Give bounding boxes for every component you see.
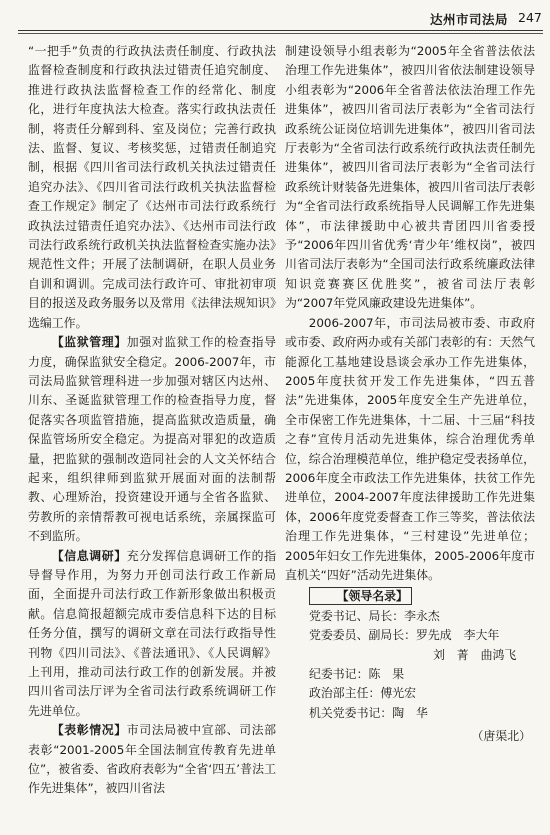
paragraph-awards-continued: 制建设领导小组表彰为“2005年全省普法依法治理工作先进集体”，被四川省依法制建设领导小组表彰为“2006年全省普法依法治理工作先进集体”，被四川省司法厅表彰为“全省司法行政系统公证岗位培训先进集体”，被四川省司法厅表彰为“全省司法行政系统行政执法责任制先进集体”，被四川省司法厅表彰为“全省司法行政系统计财装备先进集体，被四川省司法厅表彰为“全省司法行政系统指导人民调解工作先进集体”，市法律援助中心被共青团四川省委授予“2006年四川省优秀‘青少年’维权岗”，被四川省司法厅表彰为“全国司法行政系统廉政法律知识竞赛赛区优胜奖”，被省司法厅表彰为“2007年党风廉政建设先进集体”。 xyxy=(285,44,535,311)
section-tag-awards: 【表彰情况】 xyxy=(51,723,127,738)
section-tag-prison: 【监狱管理】 xyxy=(51,335,127,350)
leader-entry: 刘 菁 曲鸿飞 xyxy=(433,647,517,662)
right-column xyxy=(285,42,535,747)
paragraph-prison-management xyxy=(28,333,276,546)
leader-entry: 政治部主任：傅光宏 xyxy=(309,686,417,701)
section-tag-leaders: 【领导名录】 xyxy=(309,587,412,605)
leader-entry: 党委书记、局长：李永杰 xyxy=(309,608,440,623)
page-header xyxy=(18,6,543,32)
leader-entry: 机关党委书记：陶 华 xyxy=(309,705,428,720)
prison-text: 加强对监狱工作的检查指导力度，确保监狱安全稳定。2006-2007年，市司法局监狱管理科进一步加强对辖区内达州、川东、圣诞监狱管理工作的检查指导力度，督促落实各项监管措施，提高监狱改造质量，确保监管场所安全稳定。为提高对罪犯的改造质量，把监狱的强制改造同社会的人文关怀结合起来，组织律师到监狱开展面对面的法制帮教、心理矫治，投资建设开通与全省各监狱、劳教所的亲情帮教可视电话系统，亲属探监可不到监所。 xyxy=(28,335,276,544)
author-credit: （唐渠北） xyxy=(471,729,531,744)
paragraph-info-research xyxy=(28,547,276,722)
left-column xyxy=(28,42,276,799)
paragraph-awards xyxy=(28,721,276,799)
header-rule-thin xyxy=(18,33,543,34)
leader-entry: 党委委员、副局长：罗先成 李大年 xyxy=(309,628,500,643)
running-header-title: 达州市司法局 xyxy=(430,12,509,27)
paragraph-city-awards: 2006-2007年，市司法局被市委、市政府或市委、政府两办或有关部门表彰的有：天然气能源化工基地建设恳谈会承办工作先进集体，2005年度扶贫开发工作先进集体，“四五普法”先进集体，2005年度安全生产先进单位，全市保密工作先进集体，十二届、十三届“科技之春”宣传月活动先进集体，综合治理优秀单位，综合治理模范单位，维护稳定受表扬单位，2006年度全市政法工作先进集体，扶贫工作先进单位，2004-2007年度法律援助工作先进集体，2006年度党委督查工作三等奖，普法依法治理工作先进集体，“三村建设”先进单位；2005年妇女工作先进集体，2005-2006年度市直机关“四好”活动先进集体。 xyxy=(285,315,535,582)
section-tag-research: 【信息调研】 xyxy=(51,548,127,563)
leader-entry: 纪委书记：陈 果 xyxy=(309,667,405,681)
header-rule xyxy=(18,30,543,31)
paragraph-law-enforcement: “一把手”负责的行政执法责任制度、行政执法监督检查制度和行政执法过错责任追究制度、推进行政执法监督检查工作的经常化、制度化，进行年度执法大检查。落实行政执法责任制，将责任分解到科、室及岗位；完善行政执法、监督、复议、考核奖惩，过错责任制追究制，根据《四川省司法行政机关执法过错责任追究办法》、《四川省司法行政机关执法监督检查工作规定》制定了《达州市司法行政系统行政执法过错责任追究办法》、《达州市司法行政司法行政系统行政机关执法监督检查实施办法》规范性文件；开展了法制调研，在职人员业务自训和调训。完成司法行政许可、审批初审项目的报送及政务服务以及常用《法律法规知识》选编工作。 xyxy=(28,44,276,330)
leaders-heading xyxy=(285,585,535,606)
research-text: 充分发挥信息调研工作的指导督导作用，为努力开创司法行政工作新局面，全面提升司法行政工作新形象做出积极贡献。信息简报超额完成市委信息科下达的目标任务分值，撰写的调研文章在司法行政指导性刊物《四川司法》、《普法通讯》、《人民调解》上刊用，推动司法行政工作的创新发展。并被四川省司法厅评为全省司法行政系统调研工作先进单位。 xyxy=(28,548,276,718)
page-number: 247 xyxy=(518,10,542,25)
awards-text: 市司法局被中宣部、司法部表彰“2001-2005年全国法制宣传教育先进单位”，被省委、省政府表彰为“全省‘四五’普法工作先进集体”，被四川省法 xyxy=(28,723,276,796)
